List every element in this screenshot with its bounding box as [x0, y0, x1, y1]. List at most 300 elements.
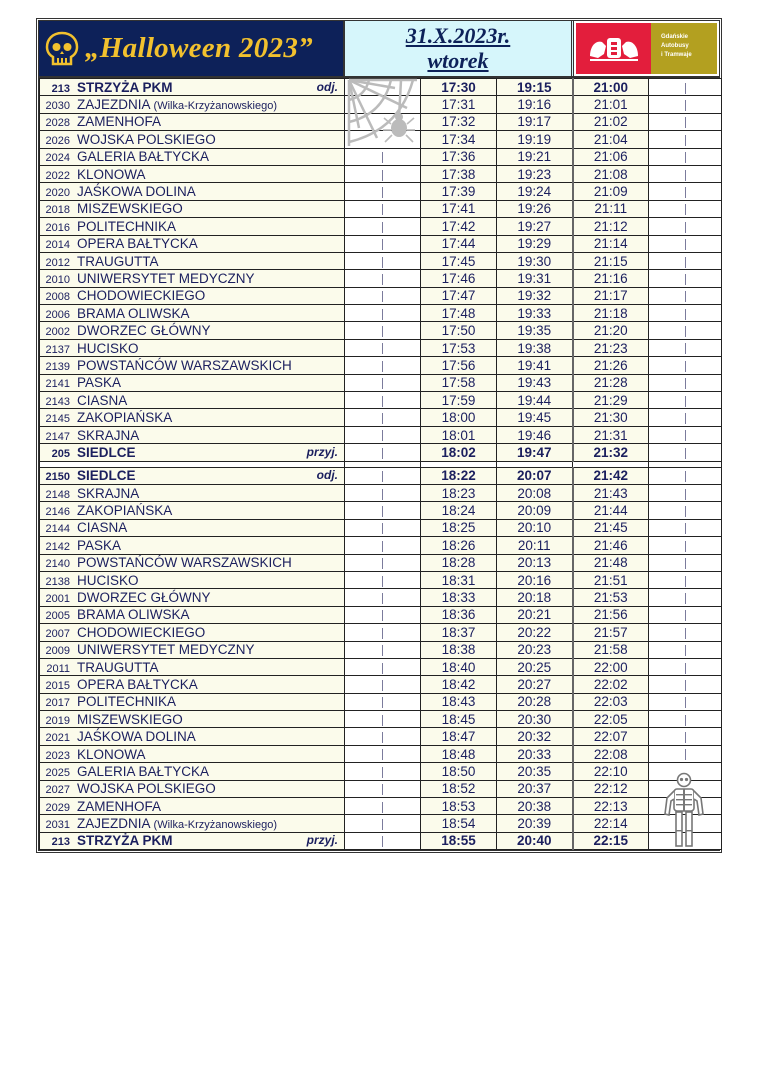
table-row	[40, 658, 722, 675]
stop-name: POLITECHNIKA	[77, 218, 177, 234]
deco-cell	[345, 183, 421, 200]
stop-code: 2141	[45, 378, 70, 391]
stop-code: 2008	[45, 291, 70, 304]
stop-cell	[40, 444, 345, 461]
passes-marker	[382, 489, 383, 500]
deco-cell	[345, 305, 421, 322]
passes-marker	[685, 257, 686, 268]
stop-cell	[40, 693, 345, 710]
departure-time: 19:16	[497, 96, 573, 113]
deco-cell	[345, 252, 421, 269]
stop-cell	[40, 676, 345, 693]
stop-cell	[40, 832, 345, 849]
stop-name: ZAKOPIAŃSKA	[77, 503, 173, 519]
table-row	[40, 763, 722, 780]
deco-cell	[345, 270, 421, 287]
table-row	[40, 815, 722, 832]
departure-time: 22:02	[573, 676, 649, 693]
stop-cell	[40, 815, 345, 832]
departure-time: 19:19	[497, 131, 573, 148]
passes-marker	[382, 204, 383, 215]
stop-name: TRAUGUTTA	[77, 253, 159, 269]
deco-cell	[345, 148, 421, 165]
departure-time: 22:05	[573, 711, 649, 728]
stop-code: 2145	[45, 413, 70, 426]
extra-cell	[649, 252, 722, 269]
departure-time: 19:17	[497, 113, 573, 130]
passes-marker	[685, 489, 686, 500]
departure-time: 22:13	[573, 798, 649, 815]
departure-time: 21:28	[573, 374, 649, 391]
passes-marker	[685, 326, 686, 337]
passes-marker	[685, 732, 686, 743]
passes-marker	[382, 732, 383, 743]
departure-time: 21:18	[573, 305, 649, 322]
extra-cell	[649, 554, 722, 571]
stop-name: CHODOWIECKIEGO	[77, 288, 206, 304]
deco-cell	[345, 374, 421, 391]
deco-cell	[345, 780, 421, 797]
extra-cell	[649, 374, 722, 391]
departure-time: 21:09	[573, 183, 649, 200]
passes-marker	[382, 222, 383, 233]
passes-marker	[685, 343, 686, 354]
deco-cell	[345, 571, 421, 588]
table-row	[40, 426, 722, 443]
stop-marker: przyj.	[306, 833, 338, 848]
passes-marker	[685, 541, 686, 552]
header	[39, 21, 719, 78]
stop-cell	[40, 148, 345, 165]
stop-cell	[40, 200, 345, 217]
passes-marker	[382, 413, 383, 424]
table-row	[40, 606, 722, 623]
departure-time: 20:39	[497, 815, 573, 832]
table-row	[40, 165, 722, 182]
table-row	[40, 676, 722, 693]
departure-time: 18:28	[421, 554, 497, 571]
table-row	[40, 374, 722, 391]
stop-code: 2015	[45, 679, 70, 692]
departure-time: 21:15	[573, 252, 649, 269]
passes-marker	[685, 680, 686, 691]
deco-cell	[345, 200, 421, 217]
stop-code: 2022	[45, 169, 70, 182]
passes-marker	[685, 222, 686, 233]
stop-code: 2029	[45, 801, 70, 814]
passes-marker	[382, 291, 383, 302]
departure-time: 18:40	[421, 658, 497, 675]
table-row	[40, 711, 722, 728]
stop-code: 2017	[45, 697, 70, 710]
departure-time: 19:32	[497, 287, 573, 304]
table-row	[40, 409, 722, 426]
departure-time: 18:54	[421, 815, 497, 832]
passes-marker	[685, 610, 686, 621]
stop-code: 2142	[45, 540, 70, 553]
stop-cell	[40, 218, 345, 235]
stop-code: 2014	[45, 239, 70, 252]
passes-marker	[382, 361, 383, 372]
departure-time: 17:53	[421, 339, 497, 356]
stop-cell	[40, 763, 345, 780]
departure-time: 17:30	[421, 79, 497, 96]
departure-time: 21:26	[573, 357, 649, 374]
table-row	[40, 571, 722, 588]
stop-code: 213	[51, 82, 70, 95]
passes-marker	[382, 523, 383, 534]
stop-cell	[40, 589, 345, 606]
extra-cell	[649, 218, 722, 235]
extra-cell	[649, 728, 722, 745]
stop-code: 2139	[45, 360, 70, 373]
departure-time: 18:43	[421, 693, 497, 710]
departure-time: 18:24	[421, 502, 497, 519]
passes-marker	[382, 715, 383, 726]
deco-cell	[345, 832, 421, 849]
passes-marker	[685, 204, 686, 215]
stop-code: 2021	[45, 732, 70, 745]
passes-marker	[685, 663, 686, 674]
passes-marker	[382, 784, 383, 795]
departure-time: 20:27	[497, 676, 573, 693]
departure-time: 22:15	[573, 832, 649, 849]
stop-cell	[40, 96, 345, 113]
departure-time: 18:42	[421, 676, 497, 693]
stop-marker: odj.	[316, 468, 338, 483]
stop-name: ZAJEZDNIA	[77, 97, 150, 113]
stop-name: KLONOWA	[77, 166, 146, 182]
stop-code: 2019	[45, 714, 70, 727]
stop-code: 2028	[45, 117, 70, 130]
stop-cell	[40, 554, 345, 571]
departure-time: 18:37	[421, 624, 497, 641]
passes-marker	[382, 378, 383, 389]
extra-cell	[649, 183, 722, 200]
deco-cell	[345, 745, 421, 762]
passes-marker	[685, 576, 686, 587]
table-row	[40, 589, 722, 606]
stop-code: 2150	[45, 471, 70, 484]
stop-cell	[40, 798, 345, 815]
stop-cell	[40, 658, 345, 675]
passes-marker	[685, 274, 686, 285]
extra-cell	[649, 641, 722, 658]
stop-code: 2031	[45, 819, 70, 832]
departure-time: 19:31	[497, 270, 573, 287]
logo-gold-panel	[651, 23, 717, 74]
deco-cell	[345, 589, 421, 606]
table-row	[40, 745, 722, 762]
passes-marker	[685, 749, 686, 760]
stop-name: CIASNA	[77, 520, 128, 536]
stop-code: 2137	[45, 343, 70, 356]
departure-time: 20:11	[497, 537, 573, 554]
departure-time: 18:22	[421, 467, 497, 484]
table-row	[40, 183, 722, 200]
extra-cell	[649, 148, 722, 165]
stop-code: 2144	[45, 523, 70, 536]
extra-cell	[649, 322, 722, 339]
stop-name: POWSTAŃCÓW WARSZAWSKICH	[77, 555, 292, 571]
departure-time: 21:08	[573, 165, 649, 182]
passes-marker	[382, 170, 383, 181]
stop-cell	[40, 519, 345, 536]
passes-marker	[685, 628, 686, 639]
departure-time: 20:30	[497, 711, 573, 728]
departure-time: 18:31	[421, 571, 497, 588]
deco-cell	[345, 131, 421, 148]
extra-cell	[649, 79, 722, 96]
stop-cell	[40, 409, 345, 426]
passes-marker	[382, 819, 383, 830]
stop-subname: (Wilka-Krzyżanowskiego)	[153, 100, 278, 113]
stop-name: STRZYŻA PKM	[77, 79, 173, 95]
departure-time: 18:01	[421, 426, 497, 443]
table-row	[40, 305, 722, 322]
table-row	[40, 502, 722, 519]
stop-cell	[40, 270, 345, 287]
departure-time: 19:33	[497, 305, 573, 322]
stop-cell	[40, 252, 345, 269]
logo-text-line: Gdańskie	[661, 34, 689, 40]
stop-name: SKRAJNA	[77, 485, 140, 501]
departure-time: 21:06	[573, 148, 649, 165]
date-box	[345, 21, 574, 76]
table-row	[40, 96, 722, 113]
table-row	[40, 641, 722, 658]
stop-code: 2012	[45, 256, 70, 269]
stop-name: DWORZEC GŁÓWNY	[77, 590, 211, 606]
departure-time: 18:55	[421, 832, 497, 849]
extra-cell	[649, 113, 722, 130]
stop-code: 2009	[45, 645, 70, 658]
stop-name: GALERIA BAŁTYCKA	[77, 763, 210, 779]
departure-time: 20:21	[497, 606, 573, 623]
extra-cell	[649, 392, 722, 409]
departure-time: 18:50	[421, 763, 497, 780]
departure-time: 22:14	[573, 815, 649, 832]
stop-code: 2016	[45, 221, 70, 234]
extra-cell	[649, 815, 722, 832]
deco-cell	[345, 519, 421, 536]
stop-name: KLONOWA	[77, 746, 146, 762]
extra-cell	[649, 571, 722, 588]
passes-marker	[685, 523, 686, 534]
stop-name: MISZEWSKIEGO	[77, 711, 183, 727]
deco-cell	[345, 815, 421, 832]
passes-marker	[382, 593, 383, 604]
departure-time: 20:32	[497, 728, 573, 745]
departure-time: 19:27	[497, 218, 573, 235]
passes-marker	[685, 471, 686, 482]
stop-code: 2001	[45, 593, 70, 606]
departure-time: 17:39	[421, 183, 497, 200]
stop-name: WOJSKA POLSKIEGO	[77, 131, 216, 147]
table-row	[40, 467, 722, 484]
deco-cell	[345, 606, 421, 623]
stop-code: 2025	[45, 766, 70, 779]
stop-name: ZAJEZDNIA	[77, 816, 150, 832]
stop-name: UNIWERSYTET MEDYCZNY	[77, 642, 255, 658]
stop-cell	[40, 165, 345, 182]
stop-code: 2020	[45, 187, 70, 200]
departure-time: 20:25	[497, 658, 573, 675]
deco-cell	[345, 711, 421, 728]
stop-cell	[40, 745, 345, 762]
stop-code: 2018	[45, 204, 70, 217]
stop-cell	[40, 287, 345, 304]
departure-time: 17:36	[421, 148, 497, 165]
departure-time: 21:31	[573, 426, 649, 443]
departure-time: 20:40	[497, 832, 573, 849]
stop-name: JAŚKOWA DOLINA	[77, 184, 196, 200]
departure-time: 18:38	[421, 641, 497, 658]
departure-time: 20:23	[497, 641, 573, 658]
departure-time: 20:18	[497, 589, 573, 606]
table-row	[40, 554, 722, 571]
deco-cell	[345, 554, 421, 571]
departure-time: 19:23	[497, 165, 573, 182]
departure-time: 18:45	[421, 711, 497, 728]
passes-marker	[685, 117, 686, 128]
table-row	[40, 392, 722, 409]
extra-cell	[649, 798, 722, 815]
stop-cell	[40, 305, 345, 322]
stop-cell	[40, 502, 345, 519]
passes-marker	[382, 645, 383, 656]
passes-marker	[382, 576, 383, 587]
stop-code: 2143	[45, 395, 70, 408]
stop-name: OPERA BAŁTYCKA	[77, 676, 198, 692]
passes-marker	[382, 309, 383, 320]
passes-marker	[685, 593, 686, 604]
stop-name: CHODOWIECKIEGO	[77, 624, 206, 640]
departure-time: 21:43	[573, 484, 649, 501]
passes-marker	[685, 152, 686, 163]
stop-code: 2006	[45, 308, 70, 321]
deco-cell	[345, 218, 421, 235]
passes-marker	[685, 361, 686, 372]
extra-cell	[649, 676, 722, 693]
departure-time: 19:21	[497, 148, 573, 165]
extra-cell	[649, 270, 722, 287]
deco-cell	[345, 728, 421, 745]
stop-code: 2007	[45, 627, 70, 640]
deco-cell	[345, 676, 421, 693]
departure-time: 22:08	[573, 745, 649, 762]
passes-marker	[685, 448, 686, 459]
stop-cell	[40, 426, 345, 443]
deco-cell	[345, 113, 421, 130]
stop-code: 2140	[45, 558, 70, 571]
stop-code: 2030	[45, 100, 70, 113]
passes-marker	[382, 749, 383, 760]
departure-time: 21:04	[573, 131, 649, 148]
departure-time: 21:02	[573, 113, 649, 130]
stop-cell	[40, 728, 345, 745]
stop-cell	[40, 624, 345, 641]
passes-marker	[382, 767, 383, 778]
deco-cell	[345, 763, 421, 780]
extra-cell	[649, 339, 722, 356]
stop-name: DWORZEC GŁÓWNY	[77, 323, 211, 339]
stop-code: 2002	[45, 326, 70, 339]
deco-cell	[345, 798, 421, 815]
table-row	[40, 693, 722, 710]
stop-code: 2026	[45, 134, 70, 147]
table-row	[40, 287, 722, 304]
departure-time: 18:25	[421, 519, 497, 536]
stop-cell	[40, 131, 345, 148]
stop-name: GALERIA BAŁTYCKA	[77, 149, 210, 165]
stop-cell	[40, 780, 345, 797]
extra-cell	[649, 200, 722, 217]
stop-code: 2011	[46, 662, 70, 675]
departure-time: 21:16	[573, 270, 649, 287]
gait-logo	[574, 21, 719, 76]
passes-marker	[685, 309, 686, 320]
departure-time: 21:58	[573, 641, 649, 658]
extra-cell	[649, 357, 722, 374]
passes-marker	[685, 697, 686, 708]
deco-cell	[345, 79, 421, 96]
stop-code: 2010	[45, 273, 70, 286]
departure-time: 17:46	[421, 270, 497, 287]
table-row	[40, 235, 722, 252]
deco-cell	[345, 641, 421, 658]
passes-marker	[685, 135, 686, 146]
departure-time: 20:37	[497, 780, 573, 797]
timetable	[39, 78, 722, 850]
departure-time: 17:38	[421, 165, 497, 182]
departure-time: 18:48	[421, 745, 497, 762]
table-row	[40, 252, 722, 269]
stop-code: 2023	[45, 749, 70, 762]
stop-name: PASKA	[77, 537, 122, 553]
stop-cell	[40, 571, 345, 588]
extra-cell	[649, 96, 722, 113]
stop-cell	[40, 606, 345, 623]
deco-cell	[345, 426, 421, 443]
passes-marker	[685, 396, 686, 407]
stop-name: ZAMENHOFA	[77, 114, 162, 130]
passes-marker	[685, 83, 686, 94]
departure-time: 20:35	[497, 763, 573, 780]
extra-cell	[649, 658, 722, 675]
deco-cell	[345, 502, 421, 519]
departure-time: 21:42	[573, 467, 649, 484]
departure-time: 18:33	[421, 589, 497, 606]
departure-time: 17:42	[421, 218, 497, 235]
table-row	[40, 798, 722, 815]
departure-time: 22:03	[573, 693, 649, 710]
departure-time: 21:14	[573, 235, 649, 252]
stop-marker: przyj.	[306, 444, 338, 459]
departure-time: 21:48	[573, 554, 649, 571]
departure-time: 21:44	[573, 502, 649, 519]
passes-marker	[685, 291, 686, 302]
table-row	[40, 624, 722, 641]
departure-time: 22:10	[573, 763, 649, 780]
table-row	[40, 322, 722, 339]
departure-time: 22:00	[573, 658, 649, 675]
event-date: 31.X.2023r.	[405, 22, 511, 48]
table-row	[40, 444, 722, 461]
deco-cell	[345, 357, 421, 374]
stop-cell	[40, 79, 345, 96]
departure-time: 18:00	[421, 409, 497, 426]
